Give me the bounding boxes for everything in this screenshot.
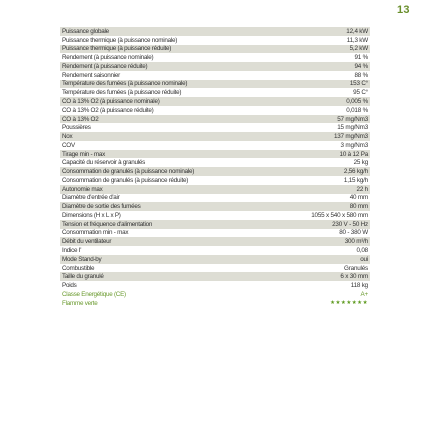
spec-row [60, 176, 370, 185]
spec-label: Poids [62, 282, 77, 290]
spec-label: CO à 13% O2 (à puissance réduite) [62, 106, 154, 114]
spec-label: Indice I' [62, 247, 82, 255]
spec-value: 0,005 % [346, 98, 368, 105]
spec-label: Rendement saisonnier [62, 71, 121, 79]
spec-label: Dimensions (H x L x P) [62, 211, 121, 219]
spec-row [60, 220, 370, 229]
spec-label: Débit du ventilateur [62, 238, 112, 246]
spec-value: 57 mg/Nm3 [337, 115, 368, 123]
spec-label: Diamètre de sortie des fumées [62, 203, 141, 211]
spec-label: Puissance thermique (à puissance nominale) [62, 36, 178, 44]
spec-value: 1,15 kg/h [343, 176, 368, 184]
spec-value: 40 mm [349, 194, 368, 202]
spec-label: Tirage min - max [62, 150, 106, 158]
spec-row [60, 246, 370, 255]
spec-value: 25 kg [353, 159, 368, 167]
spec-row [60, 132, 370, 141]
spec-label: Température des fumées (à puissance réduite) [62, 89, 182, 97]
spec-row [60, 202, 370, 211]
spec-label: Puissance globale [62, 27, 109, 35]
spec-label: Rendement (à puissance réduite) [62, 62, 148, 70]
spec-value: 2,56 kg/h [343, 168, 368, 176]
spec-row [60, 106, 370, 115]
spec-row [60, 229, 370, 238]
page-number: 13 [397, 4, 410, 16]
spec-row [60, 255, 370, 264]
spec-row [60, 299, 370, 308]
spec-row [60, 45, 370, 54]
spec-value: 22 h [356, 185, 368, 193]
spec-label: Mode Stand-by [62, 255, 102, 263]
spec-row [60, 62, 370, 71]
spec-value: 0,08 [356, 247, 368, 255]
spec-row [60, 237, 370, 246]
spec-label: Puissance thermique (à puissance réduite) [62, 45, 172, 53]
spec-row [60, 88, 370, 97]
spec-value: 80 - 380 W [339, 229, 368, 237]
spec-table [60, 27, 370, 308]
spec-value: 94 % [354, 62, 368, 70]
spec-label: Rendement (à puissance nominale) [62, 54, 154, 62]
spec-label: Poussières [62, 124, 91, 132]
spec-row [60, 80, 370, 89]
spec-label: CO à 13% O2 [62, 115, 99, 123]
spec-row [60, 211, 370, 220]
spec-value: 3 mg/Nm3 [340, 141, 368, 149]
spec-label: Taille du granulé [62, 273, 104, 281]
rating-stars: ★★★★★★★ [330, 300, 368, 307]
spec-row [60, 264, 370, 273]
spec-value: 0,018 % [346, 106, 368, 114]
spec-row [60, 158, 370, 167]
spec-row [60, 150, 370, 159]
spec-value: oui [360, 255, 368, 263]
spec-label: Consommation de granulés (à puissance nominale) [62, 168, 195, 176]
spec-label: Diamètre d'entrée d'air [62, 194, 120, 202]
spec-label: Flamme verte [62, 299, 98, 307]
spec-label: Combustible [62, 264, 95, 272]
spec-value: A+ [360, 290, 368, 298]
spec-row [60, 71, 370, 80]
spec-label: Capacité du réservoir à granulés [62, 159, 146, 167]
spec-label: Autonomie max [62, 185, 103, 193]
spec-row [60, 167, 370, 176]
spec-label: Température des fumées (à puissance nominale) [62, 80, 188, 88]
spec-value: 11,3 kW [346, 36, 368, 44]
spec-row [60, 115, 370, 124]
spec-value: 6 x 30 mm [340, 273, 368, 281]
spec-value: 95 C° [353, 89, 368, 97]
spec-label: CO à 13% O2 (à puissance nominale) [62, 98, 160, 105]
spec-value: 80 mm [349, 203, 368, 211]
spec-row [60, 194, 370, 203]
spec-value: Granulés [344, 264, 368, 272]
spec-value: 1055 x 540 x 580 mm [311, 211, 368, 219]
spec-row [60, 141, 370, 150]
spec-row [60, 290, 370, 299]
spec-value: 10 à 12 Pa [339, 150, 368, 158]
spec-value: 91 % [354, 54, 368, 62]
spec-label: COV [62, 141, 75, 149]
spec-label: Nox [62, 133, 73, 141]
spec-row [60, 123, 370, 132]
spec-value: 230 V - 50 Hz [332, 220, 368, 228]
spec-row [60, 97, 370, 106]
spec-label: Consommation de granulés (à puissance réduite) [62, 176, 189, 184]
spec-value: 12,4 kW [346, 27, 368, 35]
spec-row [60, 185, 370, 194]
spec-value: 118 kg [350, 282, 368, 290]
spec-label: Classe Energétique (CE) [62, 290, 126, 298]
spec-value: 300 m³/h [344, 238, 368, 246]
spec-row [60, 272, 370, 281]
spec-label: Tension et fréquence d'alimentation [62, 220, 153, 228]
spec-row [60, 53, 370, 62]
spec-label: Consommation min - max [62, 229, 129, 237]
spec-value: 153 C° [349, 80, 368, 88]
spec-row [60, 27, 370, 36]
spec-value: 5,2 kW [349, 45, 368, 53]
spec-row [60, 36, 370, 45]
spec-value: 88 % [354, 71, 368, 79]
spec-value: 15 mg/Nm3 [337, 124, 368, 132]
spec-value: 137 mg/Nm3 [333, 133, 368, 141]
spec-row [60, 281, 370, 290]
